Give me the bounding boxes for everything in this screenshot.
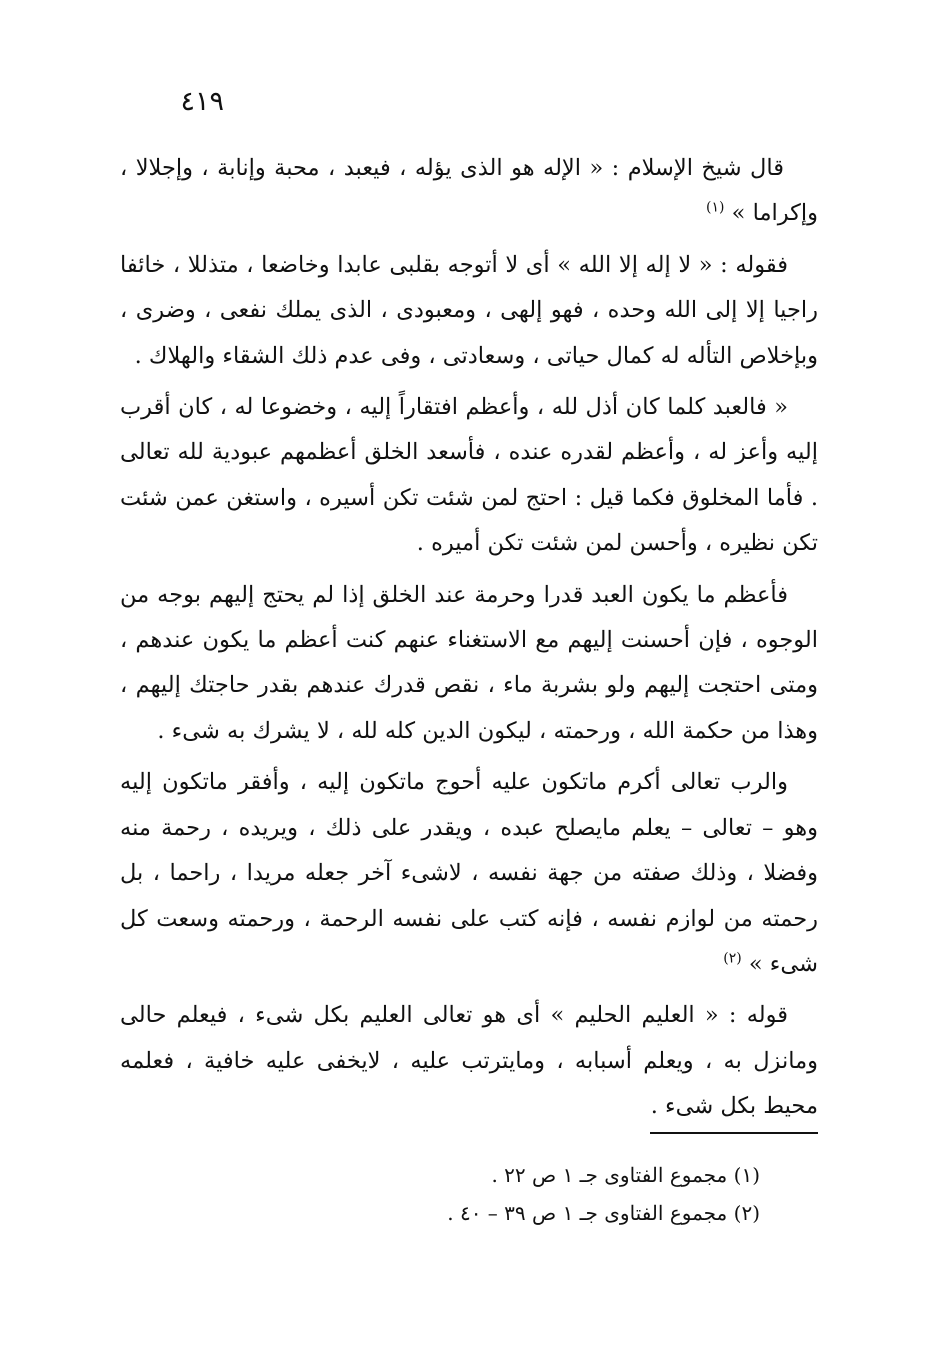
paragraph xyxy=(120,243,818,379)
paragraph-text: فقوله : « لا إله إلا الله » أى لا أتوجه بقلبى عابدا وخاضعا ، متذللا ، خائفا راجيا إلا إلى الله وحده ، فهو إلهى ، ومعبودى ، الذى يملك نفعى ، وضرى ، وبإخلاص التأله له كمال حياتى ، وسعادتى ، وفى عدم ذلك الشقاء والهلاك . xyxy=(120,251,818,369)
paragraph-text: « فالعبد كلما كان أذل لله ، وأعظم افتقاراً إليه ، وخضوعا له ، كان أقرب إليه وأعز له ، وأعظم لقدره عنده ، فأسعد الخلق أعظمهم عبودية لله تعالى . فأما المخلوق فكما قيل : احتج لمن شئت تكن أسيره ، واستغن عمن شئت تكن نظيره ، وأحسن لمن شئت تكن أميره . xyxy=(120,394,818,557)
paragraph xyxy=(120,146,818,237)
footnote-separator xyxy=(650,1132,818,1134)
footnote: (١) مجموع الفتاوى جـ ١ ص ٢٢ . xyxy=(491,1163,760,1187)
paragraph xyxy=(120,385,818,567)
body-text xyxy=(120,146,818,1136)
paragraph xyxy=(120,760,818,987)
paragraph-text: قال شيخ الإسلام : « الإله هو الذى يؤله ، فيعبد ، محبة وإنابة ، وإجلالا ، وإكراما » xyxy=(120,155,818,227)
footnote-ref: (٢) xyxy=(723,950,742,967)
paragraph xyxy=(120,573,818,755)
footnote-ref: (١) xyxy=(706,199,725,216)
footnote: (٢) مجموع الفتاوى جـ ١ ص ٣٩ – ٤٠ . xyxy=(447,1201,760,1225)
paragraph-text: فأعظم ما يكون العبد قدرا وحرمة عند الخلق إذا لم يحتج إليهم بوجه من الوجوه ، فإن أحسنت إليهم مع الاستغناء عنهم كنت أعظم ما يكون عندهم ، ومتى احتجت إليهم ولو بشربة ماء ، نقص قدرك عندهم بقدر حاجتك إليهم ، وهذا من حكمة الله ، ورحمته ، ليكون الدين كله لله ، لا يشرك به شىء . xyxy=(120,581,818,744)
page-number: ٤١٩ xyxy=(180,86,224,117)
paragraph-text: قوله : « العليم الحليم » أى هو تعالى العليم بكل شىء ، فيعلم حالى ومانزل به ، ويعلم أسبابه ، ومايترتب عليه ، لايخفى عليه خافية ، فعلمه محيط بكل شىء . xyxy=(120,1002,818,1120)
paragraph-text: والرب تعالى أكرم ماتكون عليه أحوج ماتكون إليه ، وأفقر ماتكون إليه وهو – تعالى – يعلم مايصلح عبده ، ويقدر على ذلك ، ويريده ، رحمة منه وفضلا ، وذلك صفته من جهة نفسه ، لاشىء آخر جعله مريدا ، راحما ، بل رحمته من لوازم نفسه ، فإنه كتب على نفسه الرحمة ، ورحمته وسعت كل شىء » xyxy=(120,769,818,977)
paragraph xyxy=(120,993,818,1129)
footnotes xyxy=(300,1156,760,1232)
